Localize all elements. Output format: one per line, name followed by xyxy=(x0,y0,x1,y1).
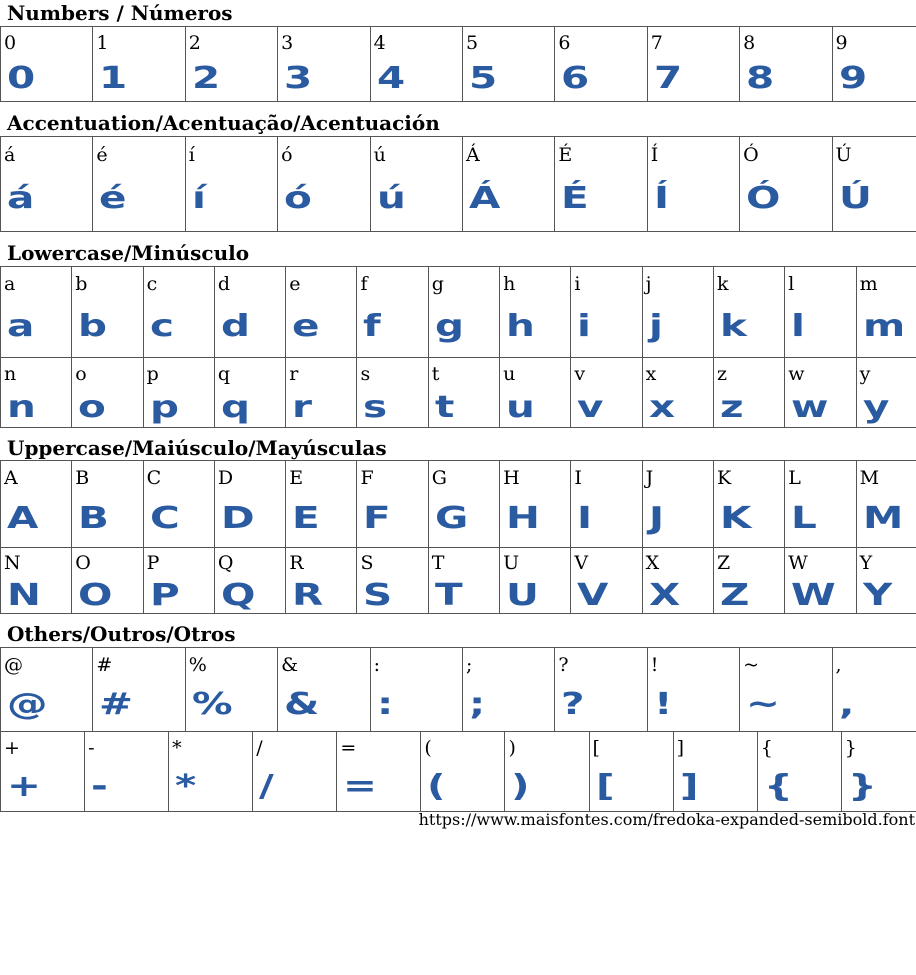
glyph-sample: W xyxy=(791,578,836,613)
glyph-cell xyxy=(357,548,428,614)
glyph-label: , xyxy=(835,654,842,676)
glyph-cell xyxy=(357,358,428,428)
glyph-label: G xyxy=(431,467,447,489)
glyph-cell xyxy=(143,358,214,428)
glyph-cell xyxy=(500,358,571,428)
glyph-sample: O xyxy=(78,578,113,613)
glyph-sample: & xyxy=(284,687,320,722)
glyph-cell xyxy=(286,461,357,548)
glyph-label: ; xyxy=(465,654,473,676)
glyph-label: + xyxy=(4,737,20,759)
glyph-sample: 3 xyxy=(284,61,313,96)
glyph-sample: h xyxy=(506,309,535,344)
glyph-label: i xyxy=(574,273,581,295)
glyph-cell xyxy=(555,27,647,102)
glyph-label: g xyxy=(431,273,444,295)
glyph-sample: l xyxy=(791,309,806,344)
glyph-sample: z xyxy=(719,390,744,425)
glyph-label: M xyxy=(859,467,880,489)
glyph-row xyxy=(1,548,916,614)
glyph-sample: [ xyxy=(595,769,615,804)
glyph-sample: u xyxy=(506,390,535,425)
glyph-label: Ó xyxy=(743,144,759,166)
glyph-cell xyxy=(785,548,856,614)
glyph-cell xyxy=(185,27,277,102)
glyph-cell xyxy=(286,267,357,358)
glyph-cell xyxy=(785,267,856,358)
glyph-label: J xyxy=(645,467,654,489)
glyph-sample: } xyxy=(847,769,877,804)
glyph-sample: x xyxy=(648,390,675,425)
glyph-sample: ; xyxy=(468,687,486,722)
glyph-sample: # xyxy=(99,687,134,722)
glyph-label: x xyxy=(645,363,657,385)
glyph-sample: C xyxy=(149,501,180,536)
glyph-cell xyxy=(757,732,841,812)
glyph-cell xyxy=(370,137,462,232)
glyph-label: í xyxy=(188,144,195,166)
glyph-cell xyxy=(571,358,642,428)
glyph-label: ! xyxy=(650,654,659,676)
glyph-sample: o xyxy=(78,390,107,425)
glyph-sample: v xyxy=(577,390,604,425)
glyph-label: c xyxy=(146,273,158,295)
glyph-label: u xyxy=(503,363,516,385)
glyph-label: { xyxy=(760,737,773,759)
glyph-cell xyxy=(462,648,554,732)
glyph-cell xyxy=(713,358,784,428)
glyph-cell xyxy=(1,648,93,732)
glyph-sample: D xyxy=(220,501,255,536)
glyph-row xyxy=(1,267,916,358)
glyph-cell xyxy=(370,648,462,732)
glyph-label: H xyxy=(503,467,520,489)
accents-section-title: Accentuation/Acentuação/Acentuación xyxy=(7,111,440,135)
glyph-label: C xyxy=(146,467,162,489)
glyph-sample: 0 xyxy=(7,61,36,96)
glyph-sample: / xyxy=(259,769,275,804)
glyph-cell xyxy=(214,267,285,358)
glyph-label: [ xyxy=(592,737,600,759)
glyph-sample: Ó xyxy=(746,181,781,216)
glyph-label: É xyxy=(558,144,573,166)
glyph-sample: 7 xyxy=(653,61,682,96)
glyph-label: I xyxy=(574,467,582,489)
glyph-label: r xyxy=(289,363,299,385)
glyph-label: 1 xyxy=(96,32,109,54)
glyph-label: o xyxy=(75,363,87,385)
glyph-label: R xyxy=(289,552,304,574)
others-section-title: Others/Outros/Otros xyxy=(7,622,236,646)
glyph-sample: V xyxy=(577,578,609,613)
glyph-sample: 5 xyxy=(468,61,498,96)
glyph-cell xyxy=(93,648,185,732)
glyph-label: s xyxy=(360,363,371,385)
glyph-label: E xyxy=(289,467,304,489)
glyph-label: P xyxy=(146,552,160,574)
glyph-label: V xyxy=(574,552,589,574)
glyph-label: d xyxy=(217,273,231,295)
glyph-label: w xyxy=(788,363,805,385)
glyph-sample: k xyxy=(719,309,747,344)
glyph-cell xyxy=(856,461,916,548)
glyph-cell xyxy=(589,732,673,812)
glyph-label: a xyxy=(4,273,16,295)
glyph-cell xyxy=(856,267,916,358)
glyph-label: ú xyxy=(373,144,386,166)
glyph-sample: w xyxy=(791,390,829,425)
glyph-cell xyxy=(713,548,784,614)
glyph-sample: - xyxy=(91,769,108,804)
glyph-label: ? xyxy=(558,654,569,676)
glyph-sample: + xyxy=(7,769,41,804)
glyph-cell xyxy=(841,732,916,812)
glyph-cell xyxy=(505,732,589,812)
glyph-sample: É xyxy=(561,181,590,216)
glyph-cell xyxy=(1,27,93,102)
glyph-label: 6 xyxy=(558,32,571,54)
glyph-label: f xyxy=(360,273,368,295)
glyph-label: á xyxy=(4,144,16,166)
glyph-sample: K xyxy=(719,501,752,536)
glyph-cell xyxy=(143,267,214,358)
glyph-cell xyxy=(72,358,143,428)
glyph-cell xyxy=(93,27,185,102)
glyph-sample: 9 xyxy=(838,61,867,96)
glyph-label: q xyxy=(217,363,231,385)
glyph-cell xyxy=(278,648,370,732)
glyph-cell xyxy=(357,267,428,358)
glyph-sample: J xyxy=(648,501,664,536)
glyph-sample: ó xyxy=(284,181,313,216)
glyph-sample: L xyxy=(791,501,818,536)
glyph-cell xyxy=(1,358,72,428)
glyph-sample: 8 xyxy=(746,61,775,96)
glyph-sample: % xyxy=(191,687,233,722)
glyph-row xyxy=(1,732,916,812)
glyph-cell xyxy=(856,548,916,614)
glyph-label: Ú xyxy=(835,144,852,166)
glyph-sample: i xyxy=(577,309,592,344)
glyph-cell xyxy=(93,137,185,232)
glyph-sample: T xyxy=(434,578,463,613)
glyph-label: Z xyxy=(716,552,731,574)
glyph-row xyxy=(1,648,916,732)
glyph-cell xyxy=(1,267,72,358)
glyph-sample: j xyxy=(648,309,663,344)
glyph-cell xyxy=(832,137,916,232)
glyph-cell xyxy=(428,548,499,614)
glyph-cell xyxy=(1,548,72,614)
glyph-sample: Y xyxy=(862,578,892,613)
glyph-cell xyxy=(740,137,832,232)
glyph-sample: N xyxy=(7,578,41,613)
glyph-sample: 4 xyxy=(376,61,405,96)
glyph-cell xyxy=(169,732,253,812)
glyph-cell xyxy=(713,461,784,548)
glyph-cell xyxy=(642,358,713,428)
glyph-sample: H xyxy=(506,501,540,536)
numbers-section-title: Numbers / Números xyxy=(7,1,233,25)
glyph-label: X xyxy=(645,552,660,574)
glyph-sample: á xyxy=(7,181,35,216)
glyph-cell xyxy=(1,137,93,232)
glyph-label: 5 xyxy=(465,32,479,54)
glyph-sample: r xyxy=(292,390,313,425)
glyph-label: e xyxy=(289,273,301,295)
glyph-table xyxy=(0,731,916,812)
glyph-label: p xyxy=(146,363,159,385)
glyph-cell xyxy=(673,732,757,812)
glyph-cell xyxy=(428,267,499,358)
glyph-cell xyxy=(143,548,214,614)
glyph-label: é xyxy=(96,144,108,166)
lowercase-section-title: Lowercase/Minúsculo xyxy=(7,241,250,265)
glyph-cell xyxy=(500,461,571,548)
glyph-table xyxy=(0,266,916,428)
glyph-sample: m xyxy=(862,309,905,344)
glyph-label: 8 xyxy=(743,32,756,54)
glyph-cell xyxy=(428,358,499,428)
glyph-sample: 1 xyxy=(99,61,128,96)
glyph-sample: * xyxy=(175,769,197,804)
glyph-cell xyxy=(185,648,277,732)
glyph-cell xyxy=(72,461,143,548)
glyph-sample: Z xyxy=(719,578,750,613)
glyph-label: b xyxy=(75,273,88,295)
glyph-cell xyxy=(647,137,739,232)
glyph-label: 3 xyxy=(281,32,294,54)
glyph-sample: 2 xyxy=(191,61,220,96)
glyph-label: l xyxy=(788,273,795,295)
glyph-cell xyxy=(740,648,832,732)
glyph-cell xyxy=(555,137,647,232)
glyph-sample: í xyxy=(191,181,206,216)
glyph-label: L xyxy=(788,467,801,489)
glyph-cell xyxy=(421,732,505,812)
glyph-label: 7 xyxy=(650,32,663,54)
glyph-cell xyxy=(85,732,169,812)
glyph-label: = xyxy=(340,737,357,759)
glyph-label: # xyxy=(96,654,113,676)
glyph-table xyxy=(0,26,916,102)
glyph-sample: n xyxy=(7,390,36,425)
glyph-cell xyxy=(253,732,337,812)
glyph-label: N xyxy=(4,552,21,574)
glyph-label: Á xyxy=(465,144,480,166)
glyph-label: D xyxy=(217,467,234,489)
glyph-row xyxy=(1,358,916,428)
glyph-label: B xyxy=(75,467,90,489)
glyph-cell xyxy=(832,648,916,732)
glyph-sample: ! xyxy=(653,687,673,722)
glyph-cell xyxy=(642,461,713,548)
glyph-label: ) xyxy=(508,737,516,759)
glyph-cell xyxy=(785,358,856,428)
glyph-sample: U xyxy=(506,578,539,613)
glyph-sample: ? xyxy=(561,687,585,722)
glyph-label: O xyxy=(75,552,91,574)
glyph-sample: q xyxy=(220,390,250,425)
glyph-label: ] xyxy=(676,737,685,759)
glyph-cell xyxy=(713,267,784,358)
glyph-label: T xyxy=(431,552,445,574)
glyph-cell xyxy=(740,27,832,102)
glyph-sample: B xyxy=(78,501,110,536)
glyph-label: k xyxy=(716,273,729,295)
glyph-cell xyxy=(278,137,370,232)
uppercase-section-title: Uppercase/Maiúsculo/Mayúsculas xyxy=(7,436,387,460)
glyph-label: t xyxy=(431,363,440,385)
glyph-cell xyxy=(286,548,357,614)
glyph-sample: ~ xyxy=(746,687,781,722)
glyph-sample: P xyxy=(149,578,180,613)
glyph-label: K xyxy=(716,467,732,489)
glyph-sample: b xyxy=(78,309,108,344)
glyph-label: A xyxy=(4,467,18,489)
glyph-sample: F xyxy=(363,501,392,536)
glyph-sample: , xyxy=(838,687,854,722)
glyph-table xyxy=(0,647,916,732)
glyph-cell xyxy=(1,461,72,548)
glyph-cell xyxy=(357,461,428,548)
glyph-sample: I xyxy=(577,501,593,536)
glyph-cell xyxy=(462,137,554,232)
glyph-sample: c xyxy=(149,309,174,344)
glyph-label: 2 xyxy=(188,32,201,54)
glyph-sample: Q xyxy=(220,578,256,613)
source-url[interactable]: https://www.maisfontes.com/fredoka-expanded-semibold.font xyxy=(418,810,915,829)
glyph-sample: Á xyxy=(468,181,501,216)
glyph-table xyxy=(0,136,916,232)
glyph-sample: { xyxy=(763,769,793,804)
glyph-sample: S xyxy=(363,578,393,613)
glyph-label: j xyxy=(645,273,652,295)
glyph-sample: A xyxy=(7,501,39,536)
glyph-sample: y xyxy=(862,390,889,425)
glyph-cell xyxy=(286,358,357,428)
glyph-label: 9 xyxy=(835,32,848,54)
glyph-cell xyxy=(214,461,285,548)
glyph-row xyxy=(1,137,916,232)
glyph-cell xyxy=(143,461,214,548)
glyph-label: ( xyxy=(424,737,432,759)
glyph-sample: p xyxy=(149,390,179,425)
glyph-row xyxy=(1,461,916,548)
glyph-label: z xyxy=(716,363,727,385)
glyph-sample: Í xyxy=(653,181,669,216)
glyph-cell xyxy=(72,267,143,358)
glyph-cell xyxy=(1,732,85,812)
glyph-cell xyxy=(278,27,370,102)
glyph-cell xyxy=(214,358,285,428)
glyph-label: 0 xyxy=(4,32,17,54)
glyph-cell xyxy=(571,267,642,358)
glyph-label: 4 xyxy=(373,32,386,54)
glyph-label: @ xyxy=(4,654,23,676)
glyph-cell xyxy=(428,461,499,548)
glyph-cell xyxy=(500,548,571,614)
glyph-label: n xyxy=(4,363,17,385)
glyph-sample: = xyxy=(343,769,378,804)
glyph-cell xyxy=(337,732,421,812)
glyph-sample: ú xyxy=(376,181,406,216)
glyph-label: W xyxy=(788,552,808,574)
glyph-cell xyxy=(647,27,739,102)
glyph-cell xyxy=(462,27,554,102)
glyph-cell xyxy=(72,548,143,614)
glyph-label: * xyxy=(172,737,182,759)
glyph-sample: a xyxy=(7,309,35,344)
glyph-sample: g xyxy=(434,309,464,344)
glyph-cell xyxy=(785,461,856,548)
glyph-label: } xyxy=(844,737,857,759)
glyph-cell xyxy=(642,267,713,358)
glyph-cell xyxy=(832,27,916,102)
glyph-label: % xyxy=(188,654,207,676)
glyph-cell xyxy=(571,548,642,614)
glyph-label: : xyxy=(373,654,380,676)
glyph-label: - xyxy=(88,737,95,759)
glyph-sample: é xyxy=(99,181,127,216)
glyph-cell xyxy=(856,358,916,428)
glyph-cell xyxy=(500,267,571,358)
glyph-cell xyxy=(647,648,739,732)
glyph-label: Q xyxy=(217,552,234,574)
glyph-sample: X xyxy=(648,578,680,613)
glyph-label: / xyxy=(256,737,263,759)
glyph-cell xyxy=(642,548,713,614)
glyph-sample: d xyxy=(220,309,250,344)
glyph-label: S xyxy=(360,552,374,574)
glyph-cell xyxy=(214,548,285,614)
glyph-sample: ) xyxy=(511,769,530,804)
glyph-cell xyxy=(370,27,462,102)
glyph-sample: E xyxy=(292,501,320,536)
glyph-sample: R xyxy=(292,578,324,613)
glyph-cell xyxy=(571,461,642,548)
glyph-label: ó xyxy=(281,144,293,166)
glyph-label: & xyxy=(281,654,299,676)
glyph-sample: : xyxy=(376,687,393,722)
glyph-label: Y xyxy=(859,552,873,574)
glyph-sample: Ú xyxy=(838,181,872,216)
glyph-sample: 6 xyxy=(561,61,590,96)
glyph-label: F xyxy=(360,467,374,489)
glyph-cell xyxy=(555,648,647,732)
glyph-sample: f xyxy=(363,309,382,344)
glyph-label: ~ xyxy=(743,654,760,676)
glyph-label: U xyxy=(503,552,520,574)
glyph-label: m xyxy=(859,273,878,295)
glyph-row xyxy=(1,27,916,102)
glyph-sample: M xyxy=(862,501,903,536)
glyph-label: h xyxy=(503,273,516,295)
glyph-label: y xyxy=(859,363,871,385)
glyph-sample: ] xyxy=(679,769,699,804)
glyph-sample: e xyxy=(292,309,320,344)
glyph-cell xyxy=(185,137,277,232)
glyph-sample: G xyxy=(434,501,469,536)
glyph-sample: ( xyxy=(427,769,446,804)
glyph-label: v xyxy=(574,363,586,385)
glyph-table xyxy=(0,460,916,614)
glyph-label: Í xyxy=(650,144,659,166)
glyph-sample: t xyxy=(434,390,455,425)
glyph-sample: s xyxy=(363,390,388,425)
glyph-sample: @ xyxy=(7,687,48,722)
